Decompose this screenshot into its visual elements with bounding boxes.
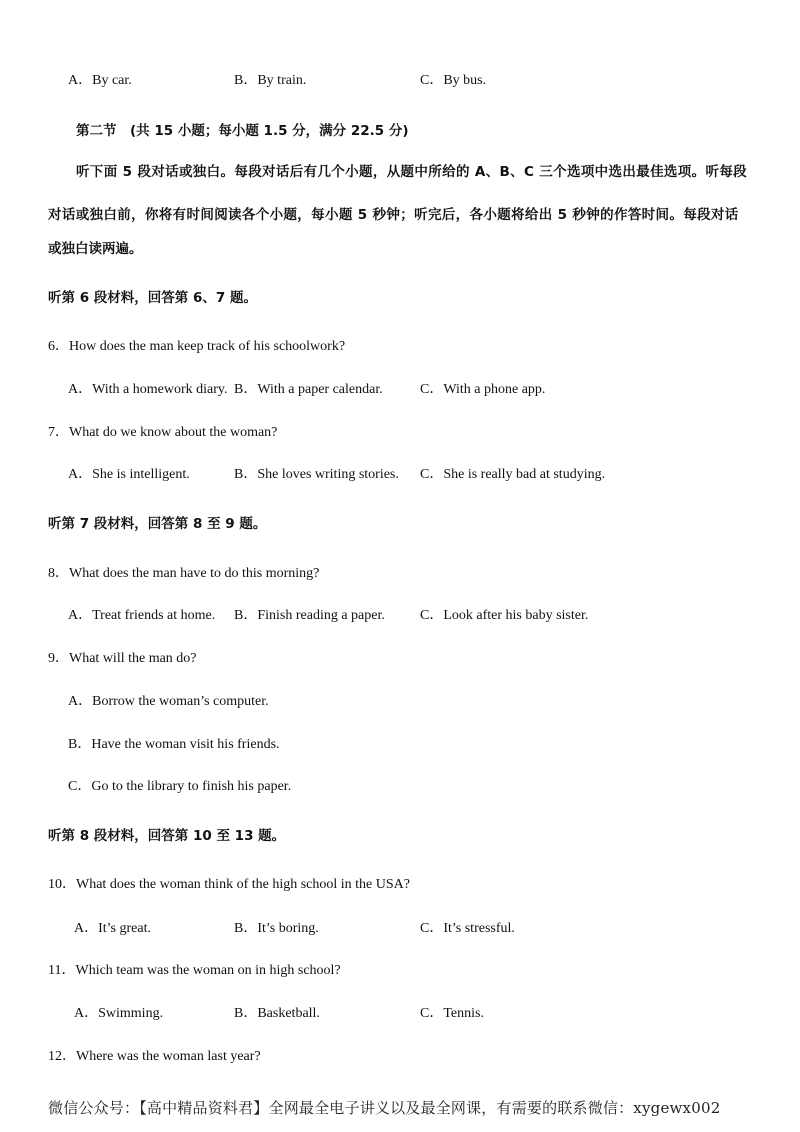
question-7-stem: 7．What do we know about the woman?: [48, 425, 278, 440]
material-7-header: 听第 7 段材料，回答第 8 至 9 题。: [48, 516, 267, 532]
instructions-line-2: 对话或独白前，你将有时间阅读各个小题，每小题 5 秒钟；听完后，各小题将给出 5 秒钟的作答时间。每段对话: [48, 207, 739, 223]
instructions-line-3: 或独白读两遍。: [48, 241, 143, 257]
q5-option-c: C．By bus.: [420, 73, 487, 88]
q11-option-a: A．Swimming.: [74, 1006, 164, 1021]
q9-option-b: B．Have the woman visit his friends.: [68, 737, 280, 752]
q10-option-b: B．It’s boring.: [234, 921, 319, 936]
q5-option-b: B．By train.: [234, 73, 307, 88]
q9-option-c: C．Go to the library to finish his paper.: [68, 779, 292, 794]
q11-option-b: B．Basketball.: [234, 1006, 320, 1021]
question-10-stem: 10．What does the woman think of the high school in the USA?: [48, 877, 410, 892]
q10-option-a: A．It’s great.: [74, 921, 151, 936]
material-8-header: 听第 8 段材料，回答第 10 至 13 题。: [48, 828, 286, 844]
q6-option-b: B．With a paper calendar.: [234, 382, 383, 397]
material-6-header: 听第 6 段材料，回答第 6、7 题。: [48, 290, 257, 306]
q7-option-c: C．She is really bad at studying.: [420, 467, 606, 482]
q8-option-a: A．Treat friends at home.: [68, 608, 216, 623]
q8-option-c: C．Look after his baby sister.: [420, 608, 589, 623]
question-8-stem: 8．What does the man have to do this morning?: [48, 566, 320, 581]
section-title: 第二节 (共 15 小题；每小题 1.5 分，满分 22.5 分): [76, 123, 409, 139]
q6-option-c: C．With a phone app.: [420, 382, 546, 397]
instructions-line-1: 听下面 5 段对话或独白。每段对话后有几个小题，从题中所给的 A、B、C 三个选项中选出最佳选项。听每段: [76, 164, 748, 180]
question-9-stem: 9．What will the man do?: [48, 651, 197, 666]
q11-option-c: C．Tennis.: [420, 1006, 484, 1021]
q10-option-c: C．It’s stressful.: [420, 921, 515, 936]
question-11-stem: 11．Which team was the woman on in high school?: [48, 963, 341, 978]
q7-option-a: A．She is intelligent.: [68, 467, 190, 482]
q9-option-a: A．Borrow the woman’s computer.: [68, 694, 269, 709]
q6-option-a: A．With a homework diary.: [68, 382, 228, 397]
question-12-stem: 12．Where was the woman last year?: [48, 1049, 261, 1064]
question-6-stem: 6．How does the man keep track of his schoolwork?: [48, 339, 346, 354]
q7-option-b: B．She loves writing stories.: [234, 467, 399, 482]
q8-option-b: B．Finish reading a paper.: [234, 608, 385, 623]
footer-contact-note: 微信公众号：【高中精品资料君】全网最全电子讲义以及最全网课，有需要的联系微信：xygewx002: [48, 1099, 721, 1117]
q5-option-a: A．By car.: [68, 73, 132, 88]
